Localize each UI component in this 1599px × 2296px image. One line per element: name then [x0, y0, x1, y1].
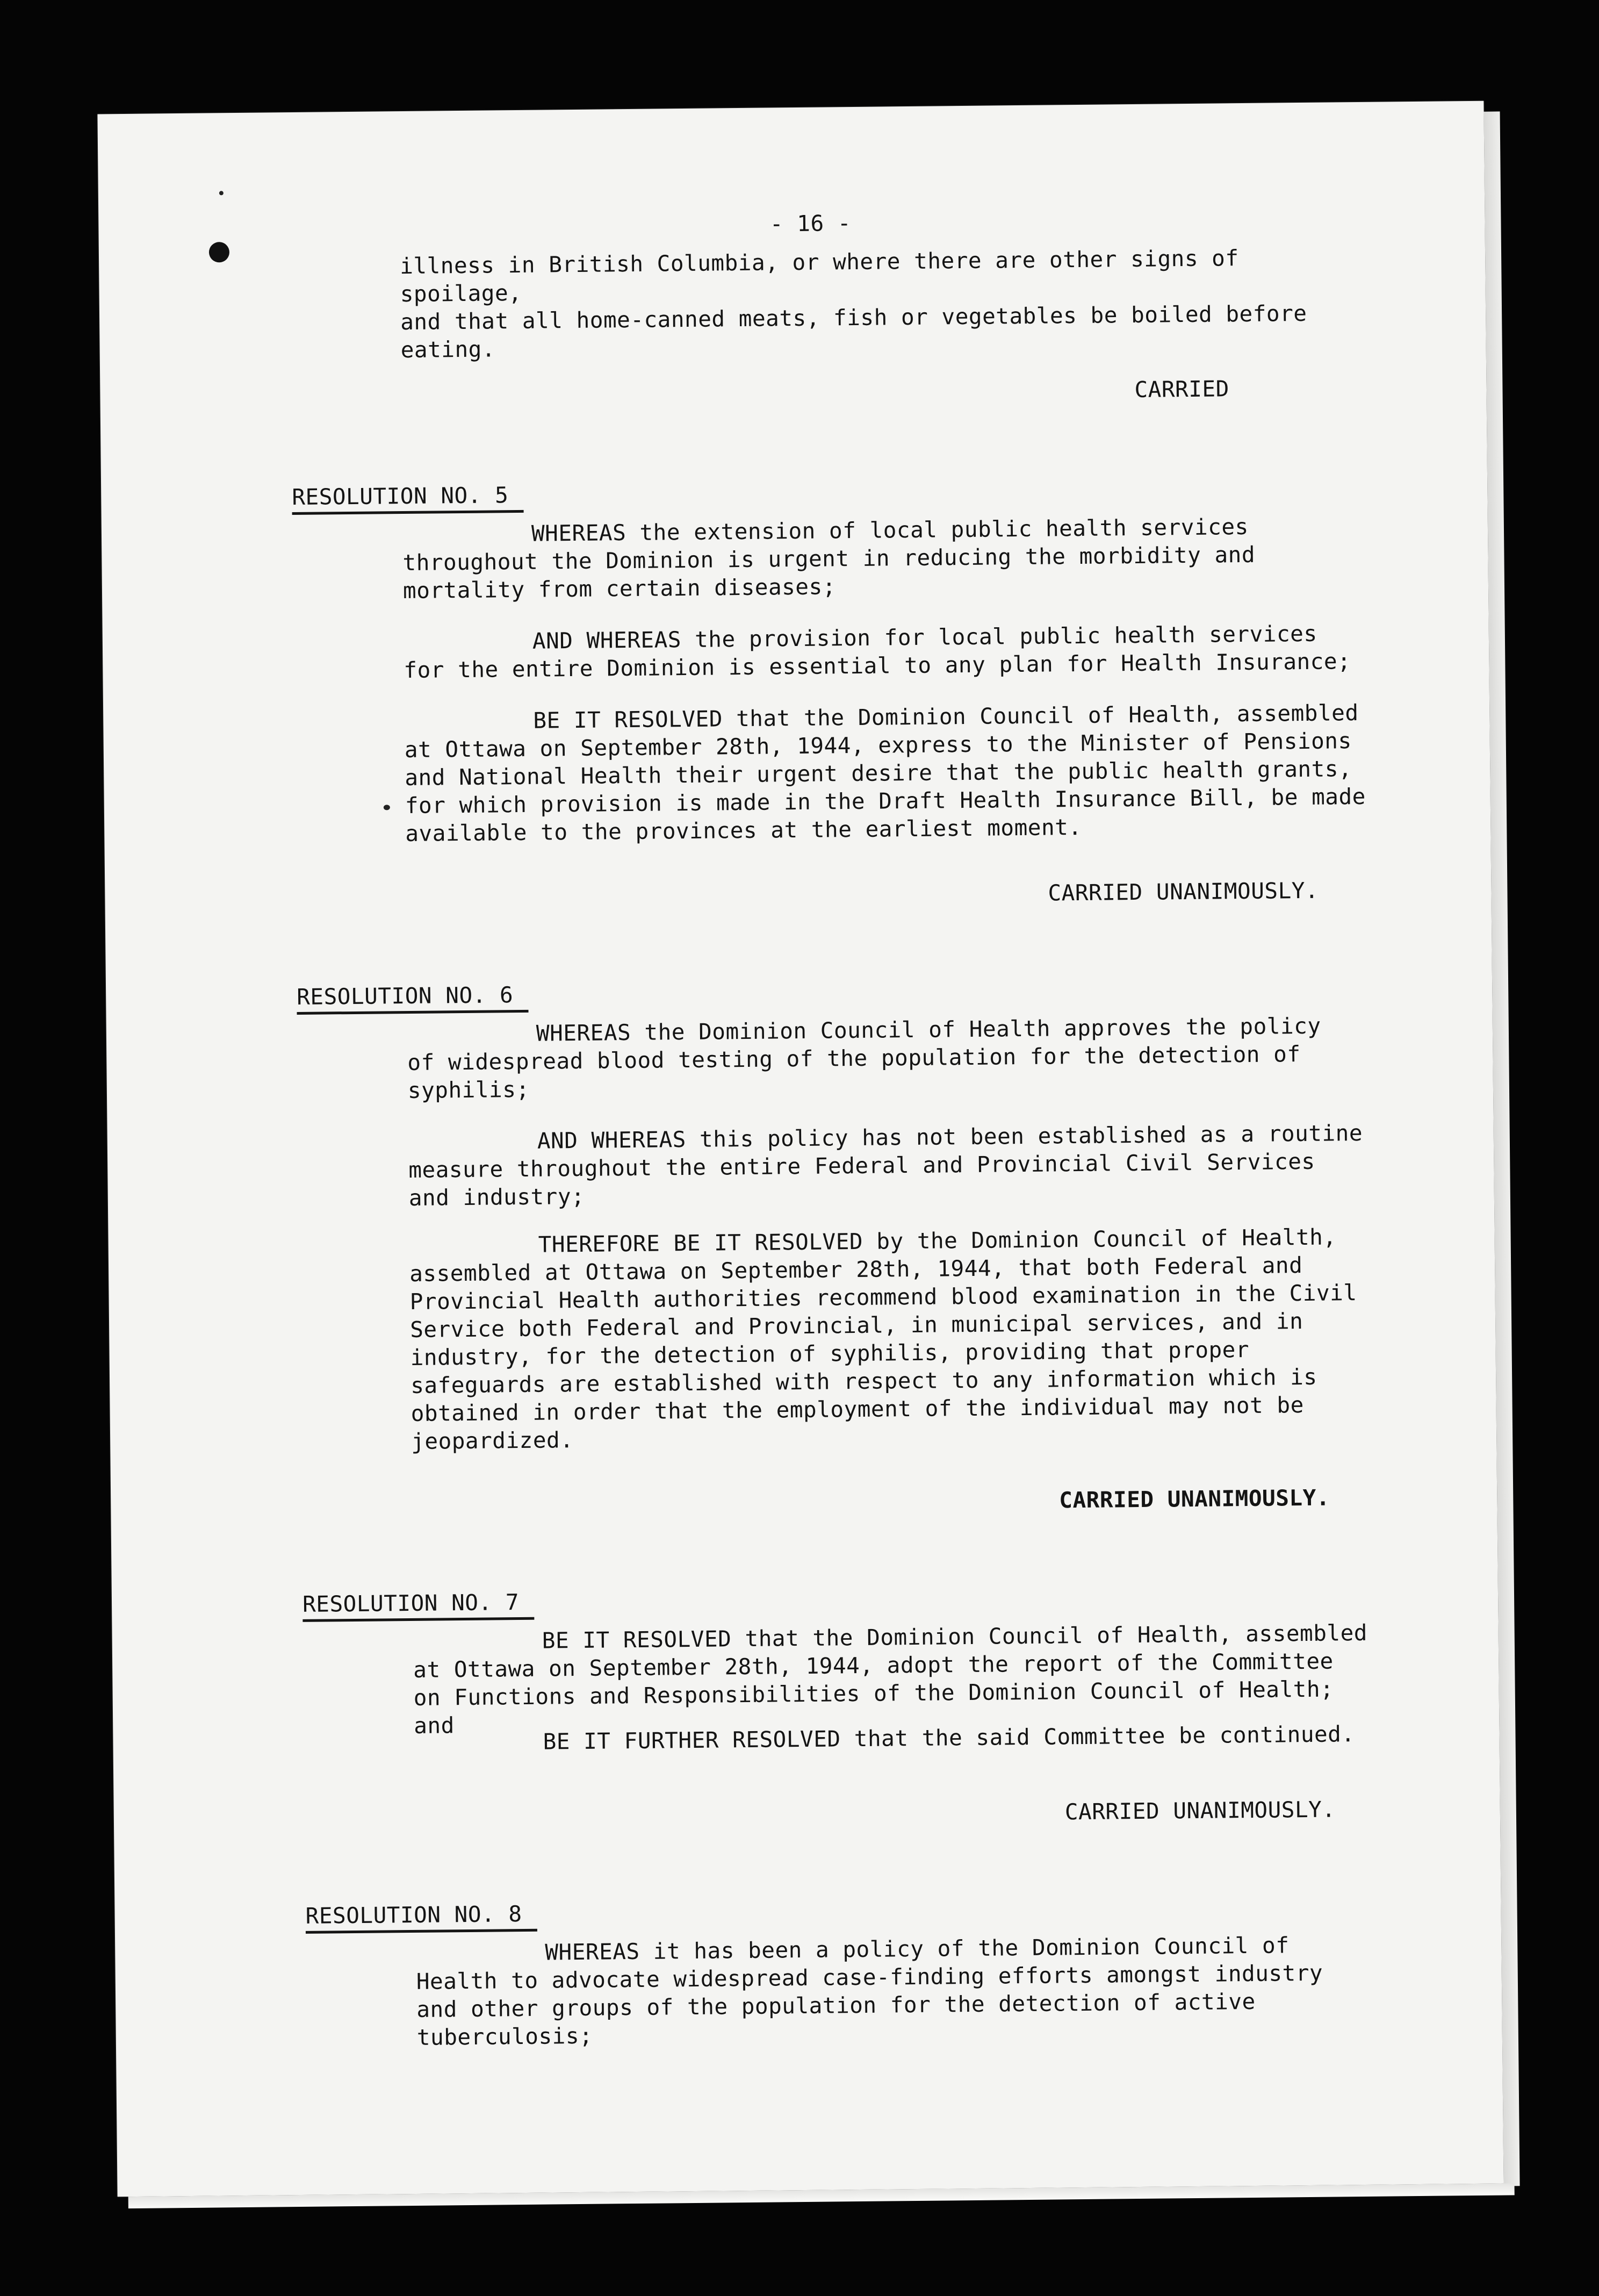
- resolution-8-heading: RESOLUTION NO. 8: [305, 1900, 537, 1934]
- punch-hole: [209, 242, 229, 262]
- resolution-5-paragraph: BE IT RESOLVED that the Dominion Council of Health, assembled at Ottawa on September 28th, 1944, express to the Minister of Pensions and National Health their urgent desire that the public health grants, for which provision is made in the Draft Health Insurance Bill, be made available to the provinces at the earliest moment.: [404, 699, 1366, 847]
- resolution-8-paragraph: WHEREAS it has been a policy of the Dominion Council of Health to advocate widespread case-finding efforts amongst industry and other groups of the population for the detection of active tuberculosis;: [416, 1932, 1323, 2050]
- resolution-6-heading: RESOLUTION NO. 6: [297, 981, 528, 1015]
- resolution-5-paragraph: AND WHEREAS the provision for local public health services for the entire Dominion is essential to any plan for Health Insurance;: [404, 620, 1351, 684]
- carried-unanimously-status: CARRIED UNANIMOUSLY.: [1048, 877, 1319, 906]
- document-sheet: [97, 101, 1503, 2197]
- resolution-6-paragraph: AND WHEREAS this policy has not been established as a routine measure throughout the entire Federal and Provincial Civil Services and industry;: [408, 1120, 1363, 1211]
- speck: [219, 191, 224, 195]
- page-number: - 16 -: [769, 210, 852, 237]
- resolution-7-paragraph: BE IT RESOLVED that the Dominion Council of Health, assembled at Ottawa on September 28th, 1944, adopt the report of the Committee on Functions and Responsibilities of the Dominion Council of Health; and: [413, 1619, 1368, 1739]
- speck: [384, 805, 390, 810]
- resolution-6-paragraph: WHEREAS the Dominion Council of Health approves the policy of widespread blood testing of the population for the detection of syphilis;: [407, 1013, 1321, 1104]
- resolution-7-paragraph: BE IT FURTHER RESOLVED that the said Committee be continued.: [543, 1721, 1355, 1755]
- resolution-6-paragraph: THEREFORE BE IT RESOLVED by the Dominion Council of Health, assembled at Ottawa on September 28th, 1944, that both Federal and Provincial Health authorities recommend blood examination in the Civil Service both Federal and Provincial, in municipal services, and in industry, for the detection of syphilis, providing that proper safeguards are established with respect to any information which is obtained in order that the employment of the individual may not be jeopardized.: [409, 1224, 1357, 1454]
- carried-unanimously-status: CARRIED UNANIMOUSLY.: [1064, 1796, 1336, 1825]
- document-page: [97, 101, 1503, 2197]
- resolution-5-paragraph: WHEREAS the extension of local public health services throughout the Dominion is urgent in reducing the morbidity and mortality from certain diseases;: [402, 513, 1256, 604]
- resolution-5-heading: RESOLUTION NO. 5: [292, 481, 523, 515]
- resolution-7-heading: RESOLUTION NO. 7: [302, 1588, 534, 1622]
- continuation-text: illness in British Columbia, or where there are other signs of spoilage, and that all home-canned meats, fish or vegetables be boiled before eating.: [399, 245, 1307, 363]
- carried-unanimously-status: CARRIED UNANIMOUSLY.: [1059, 1484, 1330, 1513]
- carried-status: CARRIED: [1134, 376, 1229, 403]
